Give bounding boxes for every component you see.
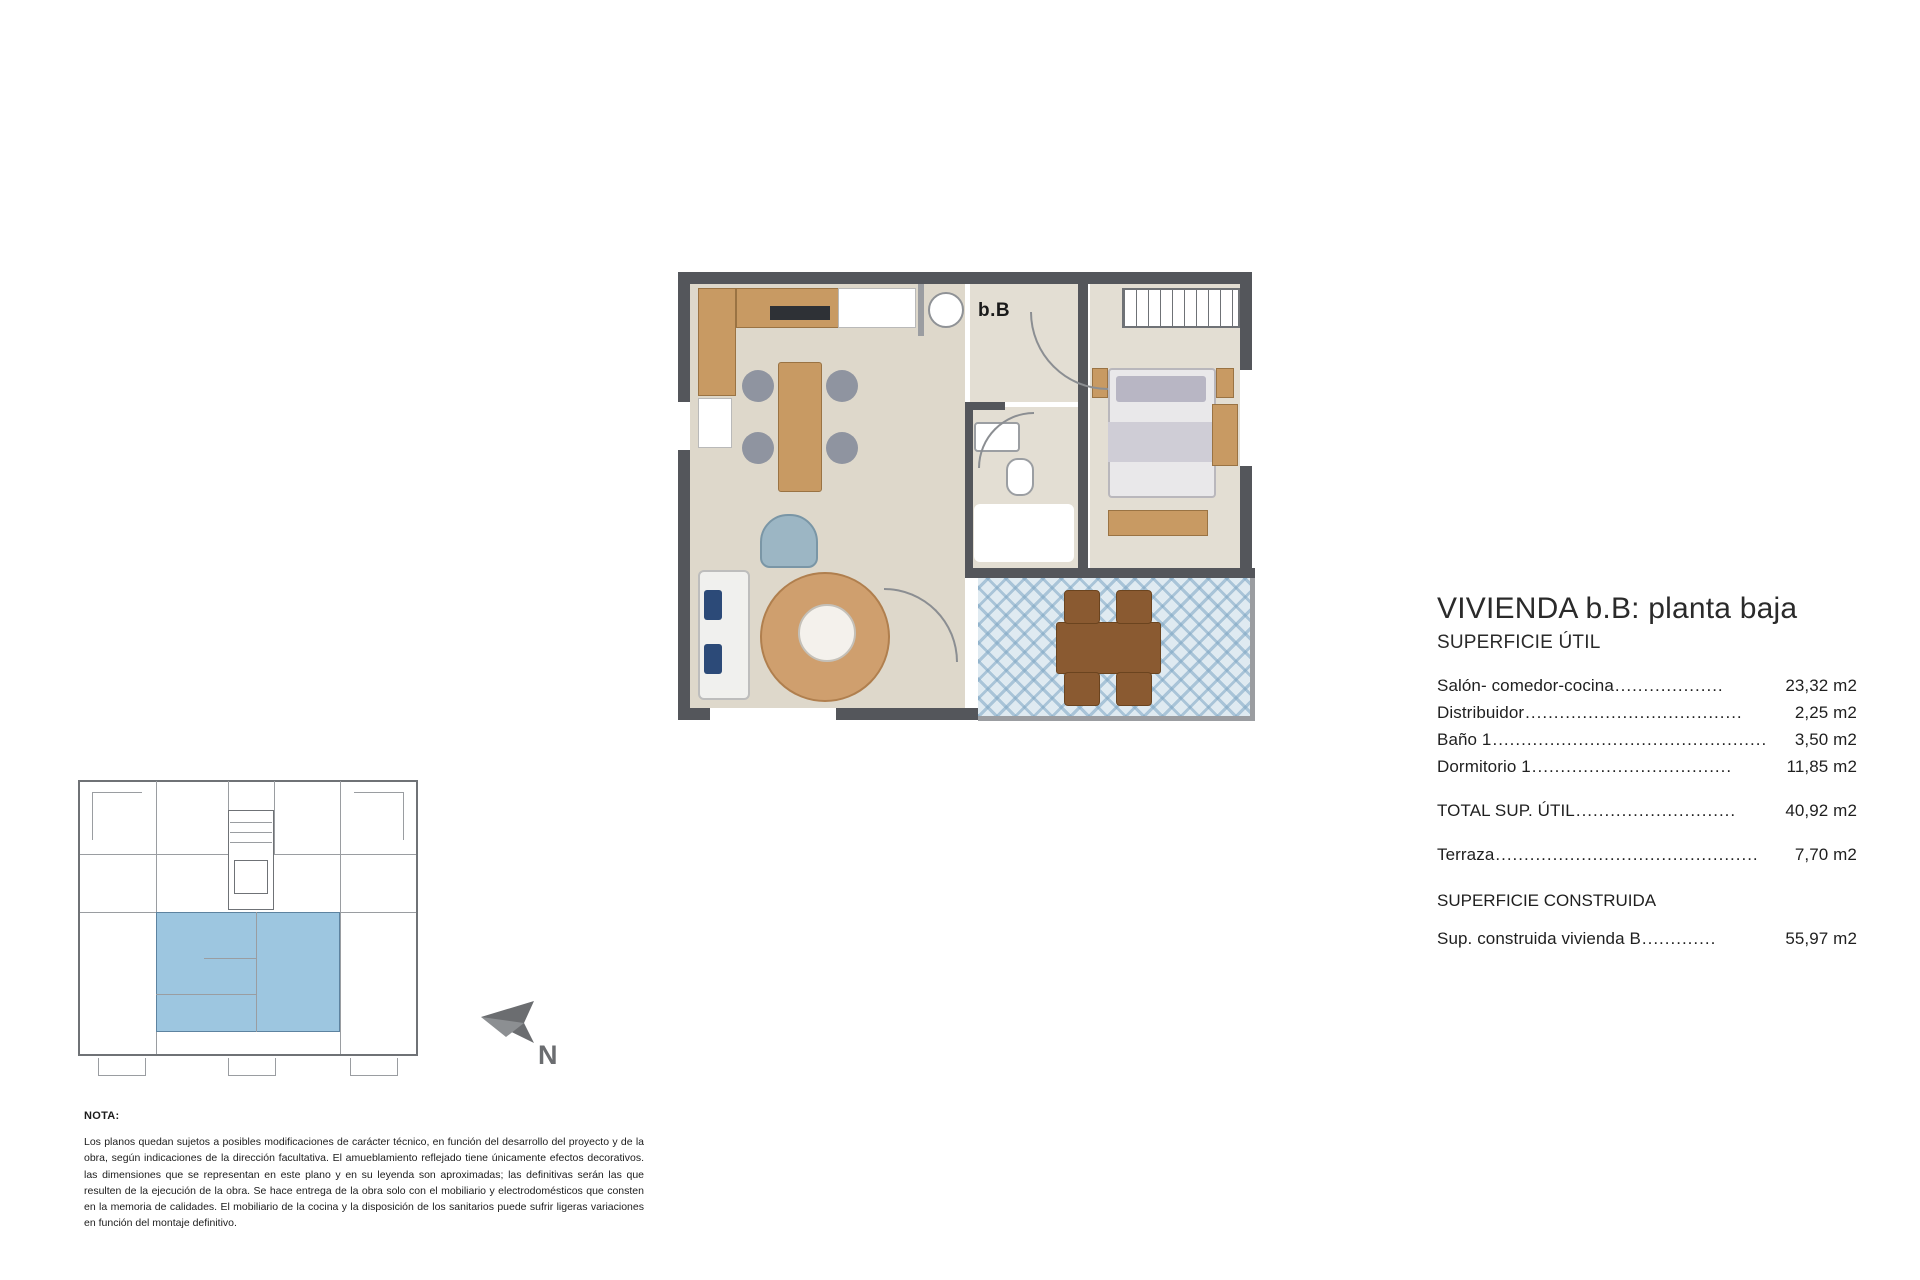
partition-wall-horizontal-a <box>965 568 1255 578</box>
keyplan-balcony-3 <box>350 1058 398 1076</box>
terrace-chair-1 <box>1064 590 1100 624</box>
area-value: 23,32 m2 <box>1785 676 1857 695</box>
area-row <box>1437 757 1857 777</box>
area-value: 3,50 m2 <box>1794 730 1857 749</box>
bed-throw <box>1108 422 1216 462</box>
area-row <box>1437 676 1857 696</box>
total-value: 40,92 m2 <box>1785 801 1857 820</box>
keyplan-unit-box-tl2 <box>92 792 93 840</box>
bed-pillow-1 <box>1116 376 1206 402</box>
keyplan-hi-partition-h2 <box>204 958 256 959</box>
kitchen-hob <box>770 306 830 320</box>
coffee-table <box>798 604 856 662</box>
key-plan <box>78 762 448 1092</box>
partition-wall-vertical-a <box>965 402 973 577</box>
info-panel <box>1437 592 1857 956</box>
area-dots: ...................................... <box>1525 703 1743 722</box>
terrace-edge-bottom <box>978 716 1255 721</box>
note-title: NOTA: <box>84 1110 120 1122</box>
total-dots: ............................ <box>1575 801 1737 820</box>
page-title: VIVIENDA b.B: planta baja <box>1437 592 1798 625</box>
area-row <box>1437 703 1857 723</box>
compass-icon <box>476 995 586 1085</box>
terrace-edge-right <box>1250 578 1255 721</box>
kitchen-counter <box>698 288 736 396</box>
built-dots: ............. <box>1641 929 1717 948</box>
dining-chair-3 <box>826 370 858 402</box>
terrace-chair-3 <box>1064 672 1100 706</box>
wardrobe <box>1122 288 1240 328</box>
dining-chair-4 <box>826 432 858 464</box>
unit-label: b.B <box>978 300 1011 321</box>
terrace-name: Terraza <box>1437 845 1495 864</box>
dining-chair-2 <box>742 432 774 464</box>
keyplan-hi-partition-v <box>256 912 257 1032</box>
area-dots: ................... <box>1614 676 1724 695</box>
armchair <box>760 514 818 568</box>
area-name: Baño 1 <box>1437 730 1492 749</box>
keyplan-grid-v2 <box>340 781 341 1054</box>
sofa-cushion-2 <box>704 644 722 674</box>
north-arrow <box>476 995 586 1085</box>
area-dots: ................................... <box>1531 757 1733 776</box>
keyplan-outline-top <box>78 780 418 782</box>
area-name: Salón- comedor-cocina <box>1437 676 1614 695</box>
sofa-cushion <box>704 590 722 620</box>
keyplan-elevator <box>234 860 268 894</box>
terrace-value: 7,70 m2 <box>1794 845 1857 864</box>
partition-wall-kitchen-divider <box>918 284 924 336</box>
keyplan-unit-box-tr <box>354 792 404 793</box>
area-row <box>1437 730 1857 750</box>
built-value: 55,97 m2 <box>1785 929 1857 948</box>
keyplan-stair-step-2 <box>230 832 272 833</box>
terrace-chair-2 <box>1116 590 1152 624</box>
area-list <box>1437 676 1857 777</box>
keyplan-outline-bottom <box>78 1054 418 1056</box>
keyplan-unit-box-tr2 <box>403 792 404 840</box>
partition-wall-bath-top <box>965 402 1005 410</box>
window-left-upper <box>678 400 690 452</box>
note-body: Los planos quedan sujetos a posibles modificaciones de carácter técnico, en función del desarrollo del proyecto y de la obra, según indicaciones de la dirección facultativa. El amueblamiento reflejado tiene únicamente efectos decorativos. las dimensiones que se representan en este plano y en su leyenda son aproximadas; las definitivas serán las que resulten de la ejecución de la obra. Se hace entrega de la obra solo con el mobiliario y electrodomésticos que consten en la memoria de calidades. El mobiliario de la cocina y la disposición de los sanitarios puede sufrir ligeras variaciones en función del montaje definitivo. <box>84 1136 644 1230</box>
keyplan-stair-step-3 <box>230 842 272 843</box>
built-row <box>1437 929 1857 949</box>
area-dots: ................................................ <box>1492 730 1768 749</box>
keyplan-hi-partition-h <box>156 994 256 995</box>
plan-outer-wall-left <box>678 272 690 720</box>
area-value: 11,85 m2 <box>1786 757 1857 776</box>
bedroom-bench <box>1108 510 1208 536</box>
surface-built-heading: SUPERFICIE CONSTRUIDA <box>1437 891 1657 910</box>
bedroom-desk <box>1212 404 1238 466</box>
window-bottom <box>708 708 838 720</box>
terrace-table <box>1056 622 1161 674</box>
terrace-chair-4 <box>1116 672 1152 706</box>
area-name: Distribuidor <box>1437 703 1525 722</box>
total-useful-row <box>1437 801 1857 821</box>
nightstand-right <box>1216 368 1234 398</box>
note-block <box>84 1110 644 1232</box>
dining-table <box>778 362 822 492</box>
keyplan-grid-v4 <box>274 781 275 855</box>
keyplan-unit-box-tl <box>92 792 142 793</box>
area-value: 2,25 m2 <box>1794 703 1857 722</box>
bathtub <box>974 504 1074 562</box>
terrace-row <box>1437 845 1857 865</box>
terrace-dots: .............................................. <box>1495 845 1759 864</box>
dining-chair-1 <box>742 370 774 402</box>
kitchen-sink-counter <box>838 288 916 328</box>
north-label: N <box>538 1040 558 1070</box>
kitchen-appliance-niche <box>698 398 732 448</box>
floor-plan <box>678 272 1268 792</box>
built-name: Sup. construida vivienda B <box>1437 929 1641 948</box>
keyplan-balcony-1 <box>98 1058 146 1076</box>
keyplan-balcony-2 <box>228 1058 276 1076</box>
surface-useful-heading: SUPERFICIE ÚTIL <box>1437 632 1601 653</box>
washing-machine <box>928 292 964 328</box>
keyplan-outline-left <box>78 780 80 1056</box>
window-right-bedroom <box>1240 368 1252 468</box>
keyplan-stair-step-1 <box>230 822 272 823</box>
keyplan-outline-right <box>416 780 418 1056</box>
total-name: TOTAL SUP. ÚTIL <box>1437 801 1575 820</box>
plan-outer-wall <box>678 272 1252 284</box>
area-name: Dormitorio 1 <box>1437 757 1531 776</box>
keyplan-highlighted-unit <box>156 912 340 1032</box>
